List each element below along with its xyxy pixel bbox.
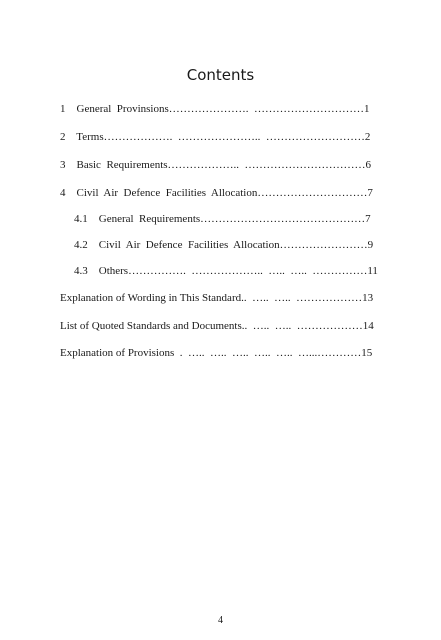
page-title: Contents <box>186 66 255 84</box>
toc-entry-4-2-facilities-allocation[interactable]: 4.2 Civil Air Defence Facilities Allocation……………………9 <box>74 239 374 251</box>
toc-entry-terms[interactable]: 2 Terms………………. ………………….. ………………………2 <box>60 131 371 143</box>
toc-entry-quoted-standards[interactable]: List of Quoted Standards and Documents.. ….. ….. ………………14 <box>60 320 374 332</box>
toc-entry-general-provisions[interactable]: 1 General Provinsions…………………. …………………………1 <box>60 103 370 115</box>
page-number: 4 <box>218 615 223 626</box>
toc-entry-4-3-others[interactable]: 4.3 Others……………. ……………….. ….. ….. ……………11 <box>74 265 378 277</box>
toc-entry-facilities-allocation[interactable]: 4 Civil Air Defence Facilities Allocation…………………………7 <box>60 187 373 199</box>
toc-entry-explanation-of-provisions[interactable]: Explanation of Provisions . ….. ….. ….. ….. ….. …...…………15 <box>60 347 373 359</box>
toc-entry-basic-requirements[interactable]: 3 Basic Requirements……………….. ……………………………6 <box>60 159 372 171</box>
toc-entry-explanation-of-wording[interactable]: Explanation of Wording in This Standard.. ….. ….. ………………13 <box>60 292 374 304</box>
toc-entry-4-1-general-requirements[interactable]: 4.1 General Requirements………………………………………7 <box>74 213 371 225</box>
